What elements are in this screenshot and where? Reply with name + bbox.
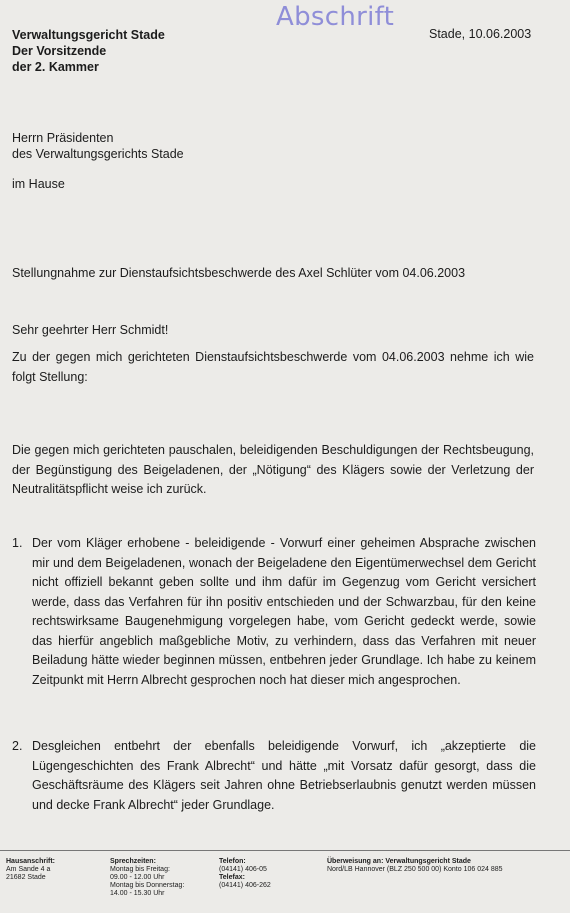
sender-chamber: der 2. Kammer — [12, 60, 99, 74]
footer-bank-title: Überweisung an: Verwaltungsgericht Stade — [327, 858, 471, 865]
list-item — [12, 534, 536, 690]
sender-block — [12, 27, 165, 75]
recipient-institution: des Verwaltungsgerichts Stade — [12, 147, 184, 161]
recipient-location: im Hause — [12, 177, 65, 191]
footer-hours-line: Montag bis Donnerstag: — [110, 882, 185, 889]
footer-fax-number: (04141) 406-262 — [219, 882, 271, 889]
footer-phone — [219, 858, 319, 890]
rejection-paragraph: Die gegen mich gerichteten pauschalen, beleidigenden Beschuldigungen der Rechtsbeugung, der Begünstigung des Beigeladenen, der „Nötigung“ des Klägers sowie der Verletzung der Neutralitätspflicht weise ich zurück. — [12, 443, 534, 496]
subject-line: Stellungnahme zur Dienstaufsichtsbeschwerde des Axel Schlüter vom 04.06.2003 — [12, 266, 466, 280]
footer-hours — [110, 858, 215, 898]
intro-paragraph: Zu der gegen mich gerichteten Dienstaufsichtsbeschwerde vom 04.06.2003 nehme ich wie folgt Stellung: — [12, 350, 534, 384]
footer-address-street: Am Sande 4 a — [6, 866, 51, 873]
footer-bank — [327, 858, 567, 874]
salutation: Sehr geehrter Herr Schmidt! — [12, 323, 169, 337]
footer-address-title: Hausanschrift: — [6, 858, 56, 865]
numbered-list-2 — [12, 737, 536, 815]
footer-phone-title: Telefon: — [219, 858, 246, 865]
recipient-title: Herrn Präsidenten — [12, 131, 114, 145]
footer-hours-line: Montag bis Freitag: — [110, 866, 170, 873]
footer-divider — [0, 850, 570, 851]
sender-role: Der Vorsitzende — [12, 44, 107, 58]
list-item-text: Der vom Kläger erhobene - beleidigende - Vorwurf einer geheimen Absprache zwischen mir und dem Beigeladenen, wonach der Beigeladene den Eigentümerwechsel dem Gericht nicht offiziell bekannt geben sollte und ihm dafür im Gegenzug vom Gericht versichert werde, dass das Verfahren für ihn positiv entschieden und der Schwarzbau, für den keine rechtswirksame Baugenehmigung vorgelegen habe, vom Gericht gedeckt werde, sowie das hierfür angeblich maßgebliche Motiv, zu verhindern, dass das Verfahren mit neuer Beiladung hätte wieder beginnen müssen, entbehren jeder Grundlage. Ich habe zu keinem Zeitpunkt mit Herrn Albrecht gesprochen noch hat dieser mich angesprochen. — [32, 536, 536, 687]
footer-hours-line: 09.00 - 12.00 Uhr — [110, 874, 165, 881]
footer-bank-account: Nord/LB Hannover (BLZ 250 500 00) Konto 106 024 885 — [327, 866, 503, 873]
footer-phone-number: (04141) 406-05 — [219, 866, 267, 873]
numbered-list-1 — [12, 534, 536, 690]
list-item-number: 1. — [12, 536, 23, 550]
sender-court: Verwaltungsgericht Stade — [12, 28, 165, 42]
footer-address — [6, 858, 96, 882]
letter-date: Stade, 10.06.2003 — [429, 27, 532, 41]
abschrift-stamp: Abschrift — [276, 2, 395, 32]
footer-fax-title: Telefax: — [219, 874, 245, 881]
footer-hours-title: Sprechzeiten: — [110, 858, 156, 865]
list-item-text: Desgleichen entbehrt der ebenfalls beleidigende Vorwurf, ich „akzeptierte die Lügengeschichten des Frank Albrecht“ und hätte „mit Vorsatz dafür gesorgt, dass die Geschäftsräume des Klägers seit Jahren ohne Betriebserlaubnis genutzt werden müssen und decke Frank Albrecht“ jeder Grundlage. — [32, 739, 536, 812]
footer-hours-line: 14.00 - 15.30 Uhr — [110, 890, 165, 897]
list-item — [12, 737, 536, 815]
recipient-block — [12, 130, 184, 162]
list-item-number: 2. — [12, 739, 23, 753]
footer-address-city: 21682 Stade — [6, 874, 46, 881]
